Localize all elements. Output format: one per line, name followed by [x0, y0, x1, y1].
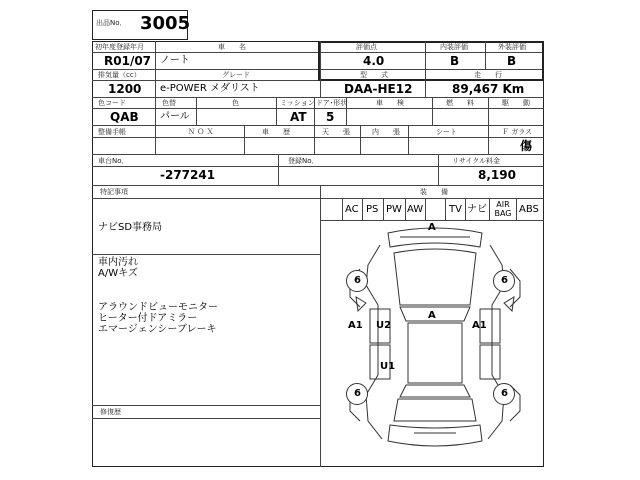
color-type: パール	[160, 111, 190, 122]
repair-history-label: 修復歴	[100, 408, 121, 416]
equipment-navi: ナビ	[467, 204, 487, 215]
color-code-label: 色コード	[98, 99, 126, 107]
car-damage-diagram	[330, 222, 540, 461]
damage-roof: A	[428, 310, 436, 321]
equipment-label: 装 備	[420, 188, 448, 196]
note-line-2: 車内汚れ	[98, 257, 138, 268]
color-type-label: 色替	[162, 99, 176, 107]
wheel-rear-right-mark: 6	[501, 388, 508, 399]
note-line-6: エマージェンシーブレーキ	[98, 324, 217, 335]
wheel-front-right-mark: 6	[501, 275, 508, 286]
nox-label: Ｎ Ｏ Ｘ	[188, 128, 214, 136]
drive-label: 駆 動	[502, 99, 530, 107]
recycle-fee: 8,190	[478, 168, 516, 182]
damage-left-lower: U1	[380, 361, 396, 372]
displacement: 1200	[108, 82, 142, 96]
front-glass-label: Ｆ ガラス	[502, 128, 533, 136]
model-label: 型 式	[360, 71, 388, 79]
roof-lining-label: 天 張	[322, 128, 350, 136]
car-name-label: 車 名	[218, 43, 246, 51]
fuel-label: 燃 料	[446, 99, 474, 107]
damage-left-upper: U2	[376, 320, 392, 331]
exterior-score: B	[507, 54, 517, 68]
damage-left-front-door: A1	[348, 320, 363, 331]
first-registration: R01/07	[104, 54, 152, 68]
exterior-score-label: 外装評価	[498, 43, 526, 51]
mission-label: ミッション	[280, 99, 315, 107]
equipment-tv: TV	[449, 204, 462, 215]
mission: AT	[290, 110, 307, 124]
interior-score-label: 内装評価	[440, 43, 468, 51]
front-glass-value: 傷	[520, 139, 533, 153]
grade-score: 4.0	[363, 54, 385, 68]
note-line-4: アラウンドビューモニター	[98, 302, 218, 313]
equipment-ps: PS	[366, 204, 379, 215]
color-label: 色	[232, 99, 239, 107]
equipment-ac: AC	[345, 204, 359, 215]
registration-label: 登録No．	[288, 157, 319, 165]
equipment-pw: PW	[386, 204, 402, 215]
chassis-number: -277241	[160, 168, 216, 182]
wheel-front-left-mark: 6	[354, 275, 361, 286]
first-registration-label: 初年度登録年月	[95, 43, 144, 51]
color-code: QAB	[110, 110, 139, 124]
recycle-label: リサイクル料金	[452, 157, 501, 165]
equipment-airbag: AIR BAG	[494, 200, 512, 218]
car-name: ノート	[160, 55, 190, 66]
history-label: 車 歴	[262, 128, 290, 136]
door-label: ドア･形状	[316, 99, 348, 107]
equipment-aw: AW	[407, 204, 424, 215]
wheel-rear-left-mark: 6	[354, 388, 361, 399]
model-code: DAA-HE12	[344, 82, 413, 96]
interior-score: B	[450, 54, 460, 68]
grade: e-POWER メダリスト	[160, 83, 260, 94]
note-line-5: ヒーター付ドアミラー	[98, 313, 198, 324]
damage-right-front-door: A1	[472, 320, 487, 331]
mileage: 89,467 Km	[452, 82, 525, 96]
chassis-label: 車台No．	[98, 157, 129, 165]
grade-label: グレード	[222, 71, 250, 79]
inspection-label: 車 検	[376, 99, 404, 107]
seat-label: シート	[436, 128, 457, 136]
lot-number-label: 出品No．	[96, 19, 127, 27]
note-line-1: ナビSD事務局	[98, 222, 163, 233]
damage-front-bumper: A	[428, 222, 436, 233]
door-count: 5	[326, 110, 335, 124]
manual-label: 整備手帳	[98, 128, 126, 136]
mileage-label: 走 行	[474, 71, 502, 79]
notes-label: 特記事項	[100, 188, 128, 196]
displacement-label: 排気量（cc）	[98, 71, 141, 79]
lot-number: 3005	[140, 13, 191, 34]
note-line-3: A/Wキズ	[98, 268, 138, 279]
inner-lining-label: 内 張	[372, 128, 400, 136]
grade-score-label: 評価点	[356, 43, 377, 51]
equipment-abs: ABS	[519, 204, 539, 215]
